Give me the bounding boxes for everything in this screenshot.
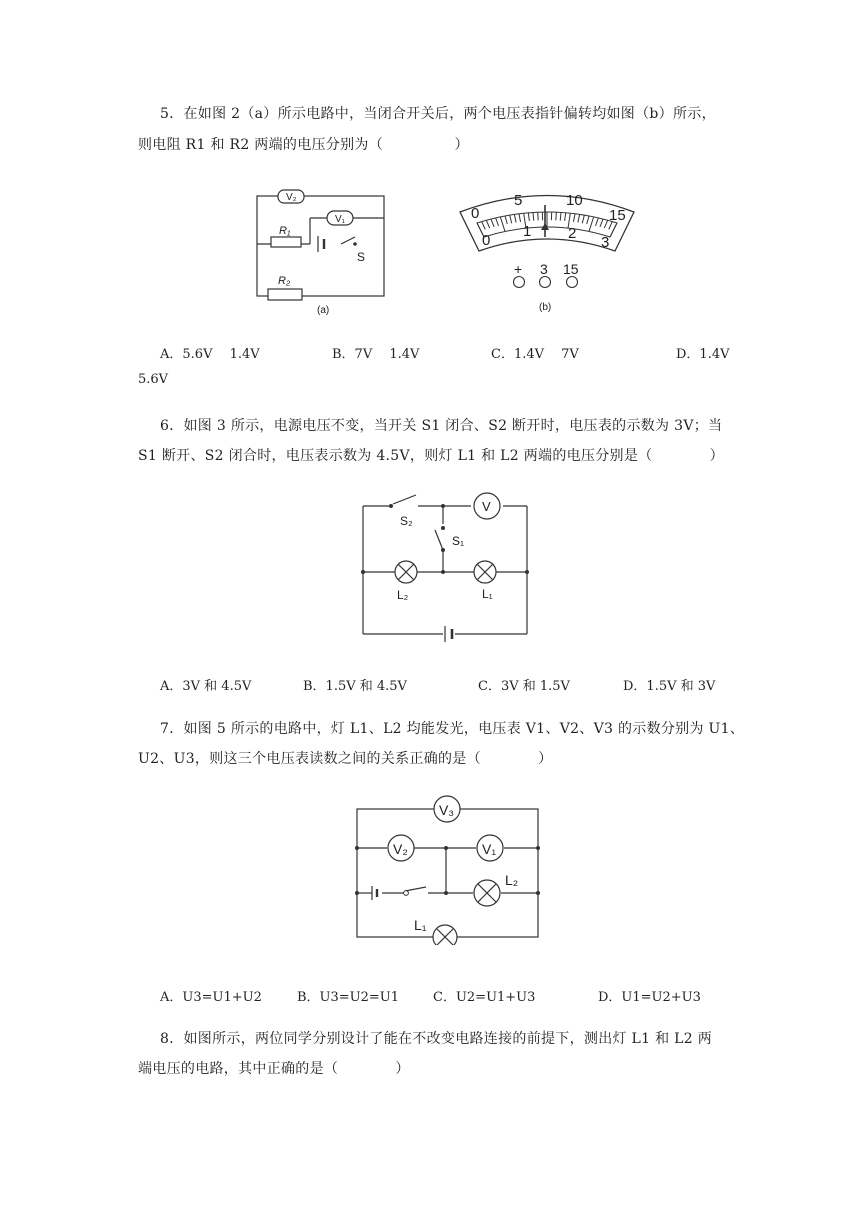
fig7-l2-label: L₂ [505, 872, 519, 888]
q5-option-d: D．1.4V [676, 347, 730, 362]
meter-bottom-scale-0: 0 [482, 232, 491, 249]
q5-option-a: A．5.6V 1.4V [160, 347, 260, 362]
fig-a-caption: (a) [317, 305, 330, 316]
q5-option-b: B．7V 1.4V [332, 347, 420, 362]
q5-text-line2: 则电阻 R1 和 R2 两端的电压分别为（ ） [138, 137, 469, 153]
fig-a-r1-label: R₁ [279, 225, 291, 237]
q7-text-line1: 7．如图 5 所示的电路中，灯 L1、L2 均能发光，电压表 V1、V2、V3 的示数分别为 U1、 [160, 721, 745, 737]
q6-text-line2: S1 断开、S2 闭合时，电压表示数为 4.5V，则灯 L1 和 L2 两端的电压分别是（ ） [138, 448, 724, 464]
terminal-3-post [540, 277, 551, 288]
meter-bottom-scale-1: 1 [523, 223, 532, 240]
fig-b-caption: (b) [539, 302, 552, 313]
q6-option-c: C．3V 和 1.5V [478, 679, 570, 694]
q6-text-line1: 6．如图 3 所示，电源电压不变，当开关 S1 闭合、S2 断开时，电压表的示数为 3V；当 [160, 418, 723, 434]
fig6-s2-label: S₂ [400, 514, 413, 528]
q6-figure [355, 488, 540, 648]
meter-terminal-15: 15 [563, 261, 579, 277]
meter-top-scale-15: 15 [609, 207, 626, 224]
terminal-15-post [567, 277, 578, 288]
q5-option-d-wrap: 5.6V [138, 372, 169, 387]
fig7-l1-label: L₁ [414, 917, 427, 933]
meter-terminal-plus: + [514, 261, 523, 277]
fig6-l1-label: L₁ [482, 587, 493, 601]
meter-scale-tick [556, 212, 557, 220]
q5-figure-b-meter [455, 185, 640, 320]
q5-option-c: C．1.4V 7V [491, 347, 579, 362]
meter-top-scale-10: 10 [566, 192, 583, 209]
q8-text-line2: 端电压的电路，其中正确的是（ ） [138, 1061, 410, 1077]
q5-figure-a [250, 185, 395, 320]
q7-figure [350, 793, 545, 945]
fig6-l2-label: L₂ [397, 588, 409, 602]
meter-bottom-scale-3: 3 [601, 234, 610, 251]
fig6-s1-label: S₁ [452, 534, 465, 548]
fig-a-r2-label: R₂ [278, 275, 291, 287]
q7-option-a: A．U3=U1+U2 [160, 990, 262, 1005]
terminal-plus-post [514, 277, 525, 288]
fig-a-v2-label: V₂ [286, 192, 297, 203]
q6-option-d: D．1.5V 和 3V [623, 679, 716, 694]
meter-top-scale-0: 0 [471, 205, 480, 222]
fig-a-switch-label: S [357, 250, 366, 264]
fig7-v2-label: V₂ [393, 841, 408, 857]
q7-option-c: C．U2=U1+U3 [433, 990, 536, 1005]
fig7-v1-label: V₁ [482, 841, 497, 857]
q6-option-b: B．1.5V 和 4.5V [303, 679, 407, 694]
fig6-v-label: V [482, 499, 491, 514]
meter-top-scale-5: 5 [514, 192, 523, 209]
lamp-l1-icon [433, 925, 457, 945]
q5-text-line1: 5．在如图 2（a）所示电路中，当闭合开关后，两个电压表指针偏转均如图（b）所示， [160, 106, 716, 122]
q7-option-b: B．U3=U2=U1 [297, 990, 400, 1005]
q8-text-line1: 8．如图所示，两位同学分别设计了能在不改变电路连接的前提下，测出灯 L1 和 L2 两 [160, 1031, 713, 1047]
meter-scale-tick [538, 212, 539, 220]
fig-a-v1-label: V₁ [335, 214, 346, 225]
q7-text-line2: U2、U3，则这三个电压表读数之间的关系正确的是（ ） [138, 751, 553, 767]
meter-bottom-scale-2: 2 [568, 225, 577, 242]
q6-option-a: A．3V 和 4.5V [160, 679, 252, 694]
q7-option-d: D．U1=U2+U3 [598, 990, 701, 1005]
fig7-v3-label: V₃ [439, 802, 455, 818]
meter-terminal-3: 3 [540, 261, 548, 277]
